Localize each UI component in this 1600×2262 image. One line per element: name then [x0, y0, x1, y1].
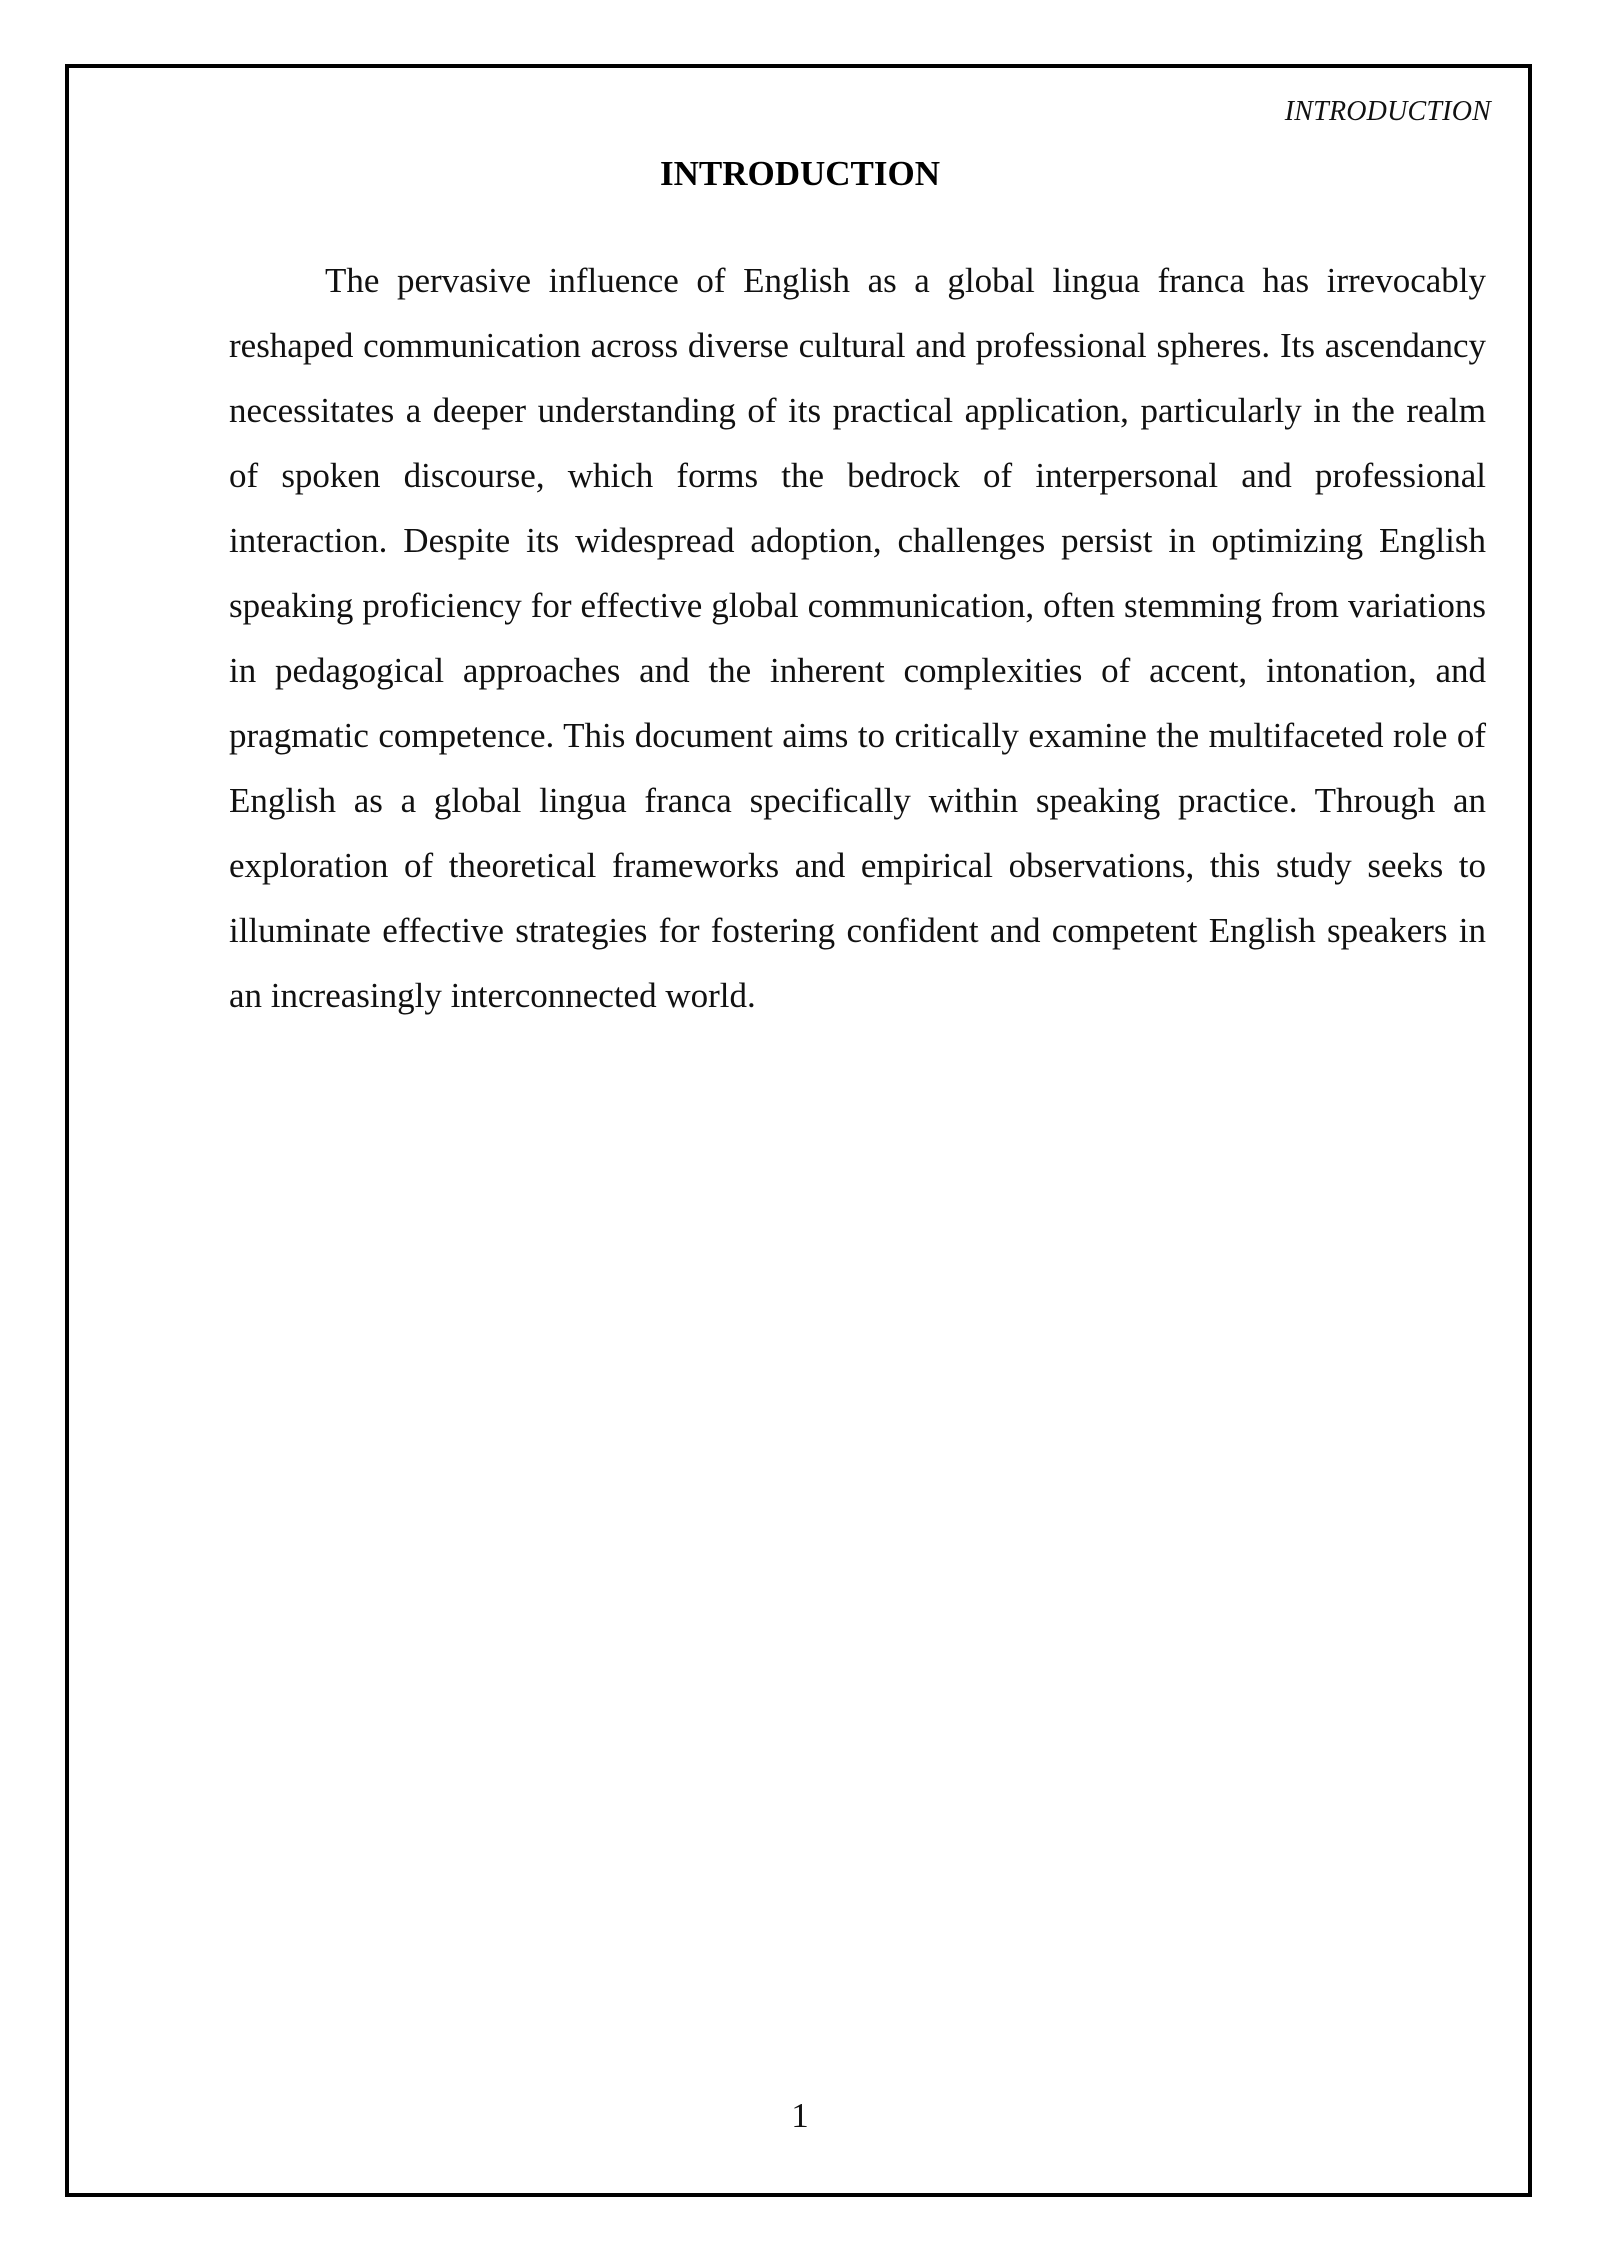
page-title: INTRODUCTION [659, 154, 941, 193]
running-header: INTRODUCTION [1284, 96, 1491, 127]
page-number: 1 [791, 2096, 809, 2135]
body-paragraph: The pervasive influence of English as a global lingua franca has irrevocably reshaped communication across diverse cultural and professional spheres. Its ascendancy necessitates a deeper understanding of its practical application, particularly in the realm of spoken discourse, which forms the bedrock of interpersonal and professional interaction. Despite its widespread adoption, challenges persist in optimizing English speaking proficiency for effective global communication, often stemming from variations in pedagogical approaches and the inherent complexities of accent, intonation, and pragmatic competence. This document aims to critically examine the multifaceted role of English as a global lingua franca specifically within speaking practice. Through an exploration of theoretical frameworks and empirical observations, this study seeks to illuminate effective strategies for fostering confident and competent English speakers in an increasingly interconnected world. [229, 261, 1486, 1015]
